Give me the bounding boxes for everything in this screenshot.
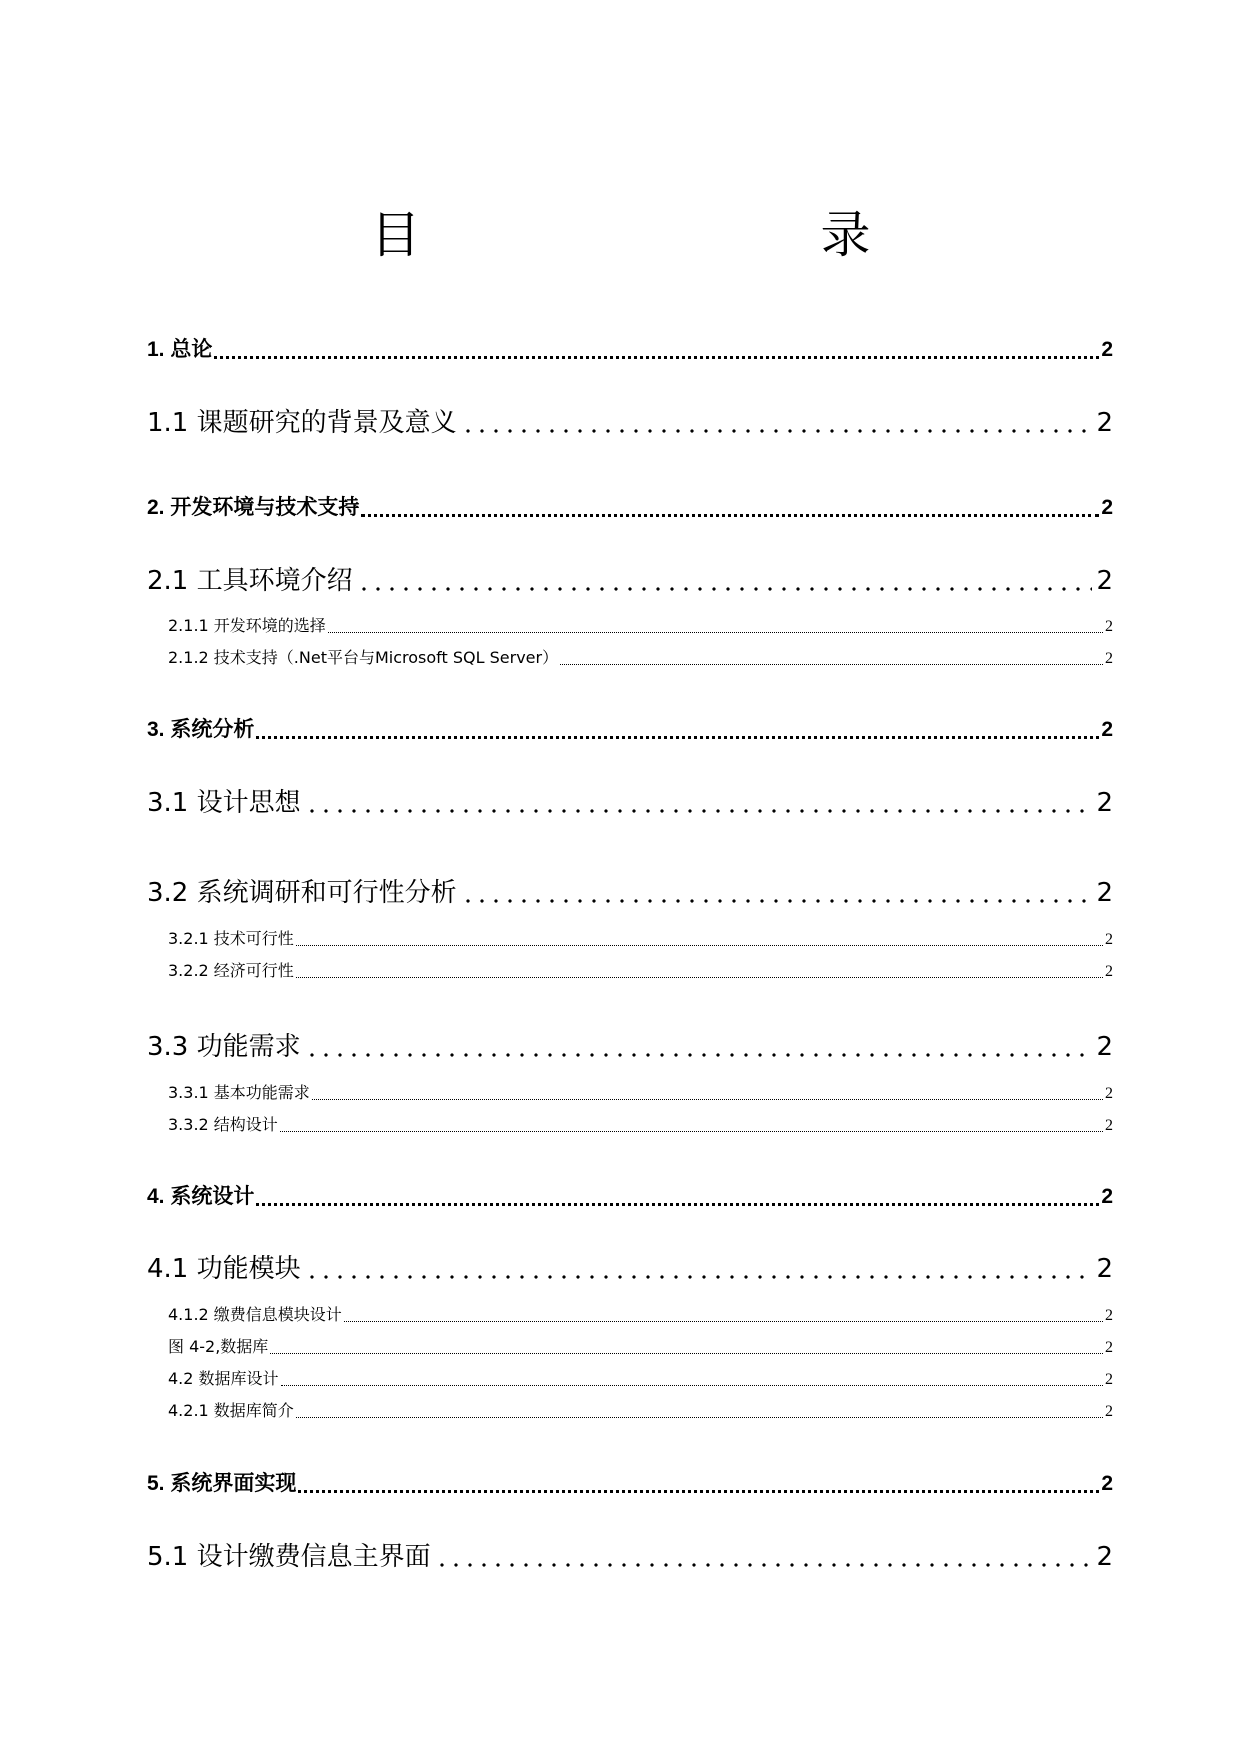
toc-entry-label: 4.1 功能模块 [147,1254,301,1284]
dot-leader [305,808,1093,814]
toc-entry-page: 2 [1096,408,1113,438]
toc-entry-page: 2 [1105,963,1113,980]
toc-entry-page: 2 [1105,1371,1113,1388]
toc-entry-page: 2 [1105,1117,1113,1134]
toc-entry[interactable] [168,1366,1113,1390]
toc-entry-label: 3.2.1 技术可行性 [168,929,294,948]
dot-leader [435,1562,1093,1568]
toc-entry-label: 3.3.1 基本功能需求 [168,1083,310,1102]
toc-entry-page: 2 [1096,878,1113,908]
toc-entry-page: 2 [1101,496,1113,519]
dot-leader [305,1052,1093,1058]
toc-entry-label: 4.2 数据库设计 [168,1369,279,1388]
toc-entry[interactable] [168,613,1113,637]
dot-leader [256,736,1099,739]
toc-entry-page: 2 [1096,1542,1113,1572]
toc-entry-label: 3.2.2 经济可行性 [168,961,294,980]
toc-entry-label: 5.1 设计缴费信息主界面 [147,1542,431,1572]
dot-leader [296,977,1103,978]
dot-leader [214,356,1099,359]
toc-entry-page: 2 [1096,788,1113,818]
toc-entry-page: 2 [1096,1032,1113,1062]
toc-entry-label: 2. 开发环境与技术支持 [147,496,360,519]
toc-entry-label: 3.3 功能需求 [147,1032,301,1062]
toc-entry-page: 2 [1101,1472,1113,1495]
toc-entry[interactable] [168,645,1113,669]
toc-entry-page: 2 [1101,718,1113,741]
toc-entry-label: 1. 总论 [147,338,213,361]
toc-entry-label: 1.1 课题研究的背景及意义 [147,408,457,438]
dot-leader [560,664,1103,665]
toc-entry[interactable] [168,1302,1113,1326]
toc-entry[interactable] [147,872,1113,910]
toc-entry[interactable] [147,1467,1113,1497]
toc-entry-label: 4.1.2 缴费信息模块设计 [168,1305,342,1324]
toc-entry-label: 3.1 设计思想 [147,788,301,818]
toc-entry-label: 4.2.1 数据库简介 [168,1401,294,1420]
dot-leader [461,428,1093,434]
toc-entry[interactable] [168,926,1113,950]
toc-entry-page: 2 [1105,1403,1113,1420]
toc-entry-page: 2 [1105,931,1113,948]
toc-entry-label: 2.1 工具环境介绍 [147,566,353,596]
toc-entry-label: 3.3.2 结构设计 [168,1115,278,1134]
toc-entry-label: 2.1.1 开发环境的选择 [168,616,326,635]
toc-entry[interactable] [147,1248,1113,1286]
toc-entry[interactable] [147,1180,1113,1210]
toc-entry[interactable] [147,402,1113,440]
dot-leader [344,1321,1103,1322]
toc-entry-label: 4. 系统设计 [147,1185,255,1208]
toc-entry[interactable] [168,958,1113,982]
toc-entry[interactable] [168,1080,1113,1104]
dot-leader [361,514,1099,517]
toc-entry[interactable] [147,491,1113,521]
toc-entry-label: 2.1.2 技术支持（.Net平台与Microsoft SQL Server） [168,648,559,667]
toc-entry[interactable] [147,1536,1113,1574]
dot-leader [280,1131,1103,1132]
toc-entry-page: 2 [1101,1185,1113,1208]
dot-leader [328,632,1103,633]
toc-entry[interactable] [168,1334,1113,1358]
toc-entry-label: 3. 系统分析 [147,718,255,741]
dot-leader [296,1417,1103,1418]
toc-entry[interactable] [147,713,1113,743]
dot-leader [281,1385,1103,1386]
dot-leader [305,1274,1093,1280]
toc-entry-page: 2 [1101,338,1113,361]
toc-entry-page: 2 [1105,650,1113,667]
dot-leader [256,1203,1099,1206]
dot-leader [357,586,1093,592]
page-title: 目 录 [370,206,971,264]
toc-entry-page: 2 [1105,1085,1113,1102]
toc-entry[interactable] [168,1398,1113,1422]
toc-entry-label: 3.2 系统调研和可行性分析 [147,878,457,908]
toc-entry[interactable] [147,782,1113,820]
toc-entry-page: 2 [1096,566,1113,596]
toc-entry[interactable] [168,1112,1113,1136]
toc-entry[interactable] [147,1026,1113,1064]
dot-leader [312,1099,1103,1100]
dot-leader [298,1490,1099,1493]
toc-entry-page: 2 [1105,618,1113,635]
toc-entry[interactable] [147,333,1113,363]
toc-entry-page: 2 [1105,1339,1113,1356]
dot-leader [296,945,1103,946]
toc-entry-page: 2 [1105,1307,1113,1324]
toc-entry-label: 5. 系统界面实现 [147,1472,297,1495]
dot-leader [270,1353,1103,1354]
toc-entry-page: 2 [1096,1254,1113,1284]
toc-entry[interactable] [147,560,1113,598]
dot-leader [461,898,1093,904]
toc-entry-label: 图 4-2,数据库 [168,1337,269,1356]
